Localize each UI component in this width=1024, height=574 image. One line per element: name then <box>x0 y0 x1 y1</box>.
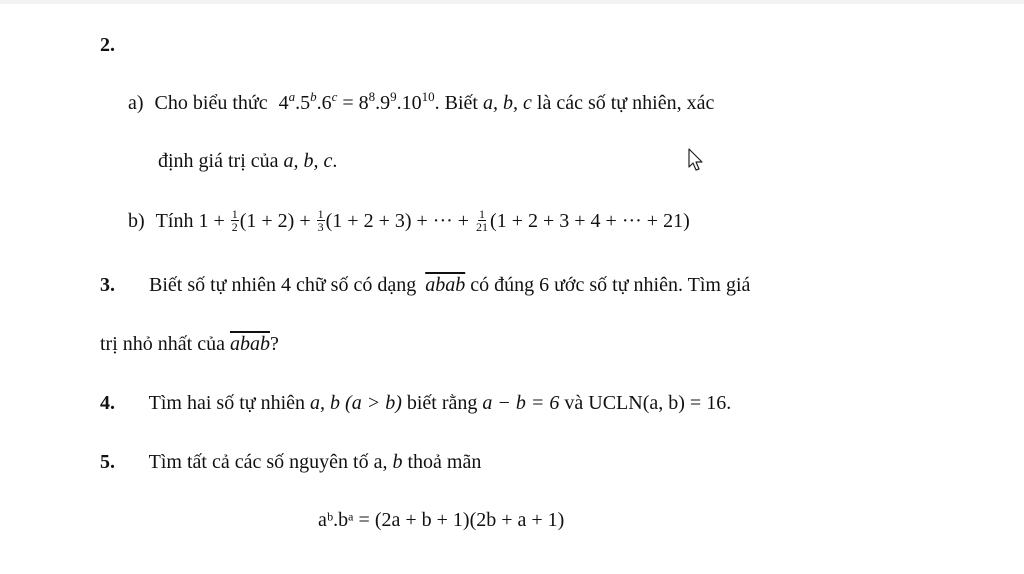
problem-2a-line1 <box>128 91 714 115</box>
problem-2a-label: a) <box>128 92 144 114</box>
problem-3-line2-overline: abab <box>229 333 270 355</box>
top-edge <box>0 0 1024 4</box>
mouse-pointer-icon <box>688 148 704 172</box>
problem-4-vars: a, b <box>310 392 341 414</box>
problem-4-text2: biết rằng <box>406 392 478 414</box>
problem-3-overline: abab <box>425 274 466 296</box>
problem-2a-eq-suffix: . Biết <box>434 92 478 114</box>
problem-2b-expression: 1 + $\frac{1}{2}$ (1 + 2) + $\frac{1}{3}$ (1 + 2 + 3) + ··· + $\frac{1}{21}$ (1 + 2 + 3 + 4 + ··· + 21) <box>198 206 690 234</box>
problem-2b-label: b) <box>128 210 145 232</box>
problem-3-line2 <box>100 332 279 356</box>
problem-4-cond: (a > b) <box>345 392 402 414</box>
problem-5-equation <box>318 508 564 532</box>
problem-2a-tail: là các số tự nhiên, xác <box>536 92 715 114</box>
problem-3-line2-end: ? <box>269 333 279 355</box>
problem-5-line <box>100 450 481 474</box>
problem-3-text1: Biết số tự nhiên 4 chữ số có dạng <box>149 274 417 296</box>
problem-2a-prefix: Cho biểu thức <box>154 92 268 114</box>
problem-3-line1 <box>100 273 750 297</box>
problem-2a-equation: $4^a.5^b.6^c = 8^8.9^9.10^{10}$ <box>278 89 435 114</box>
problem-3-line2-prefix: trị nhỏ nhất của <box>100 333 225 355</box>
problem-3-text2: có đúng 6 ước số tự nhiên. Tìm giá <box>470 274 751 296</box>
problem-2-number: 2. <box>100 34 115 56</box>
problem-2b-prefix: Tính <box>155 210 194 232</box>
problem-2a-vars: a, b, c <box>483 92 532 114</box>
problem-5-text-end: thoả mãn <box>407 451 482 473</box>
problem-4-text1: Tìm hai số tự nhiên <box>148 392 306 414</box>
problem-2a-line2-end: . <box>332 150 338 172</box>
problem-3-number: 3. <box>100 274 115 296</box>
problem-5-var-b: b <box>392 451 403 473</box>
problem-2a-line2 <box>158 149 337 173</box>
problem-2a-line2-vars: a, b, c <box>283 150 333 172</box>
problem-4-number: 4. <box>100 392 115 414</box>
problem-5-number: 5. <box>100 451 115 473</box>
problem-4-eq: a − b = 6 <box>482 392 560 414</box>
problem-5-equation-text: aᵇ.bᵃ = (2a + b + 1)(2b + a + 1) <box>318 509 565 531</box>
problem-4-line <box>100 391 731 415</box>
problem-4-text3: và UCLN(a, b) = 16. <box>564 392 732 414</box>
problem-2a-line2-prefix: định giá trị của <box>158 150 279 172</box>
problem-5-text: Tìm tất cả các số nguyên tố a, <box>148 451 388 473</box>
problem-2b-line <box>128 206 690 235</box>
